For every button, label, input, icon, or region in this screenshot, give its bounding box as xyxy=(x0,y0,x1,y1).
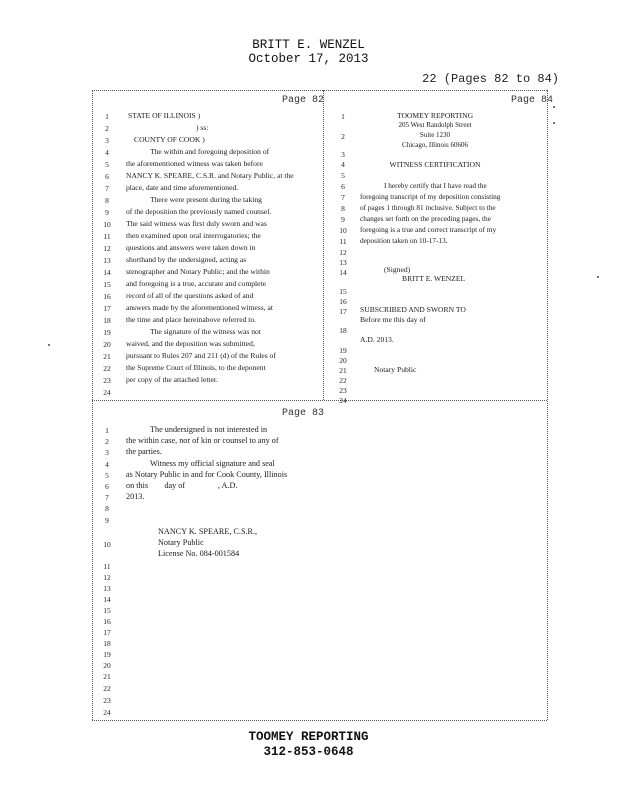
notary-license: License No. 084-001584 xyxy=(158,549,240,558)
scan-speck xyxy=(597,276,599,278)
page-range: 22 (Pages 82 to 84) xyxy=(422,72,559,86)
certification-line: deposition taken on 10-17-13. xyxy=(360,236,448,245)
line-number: 3 xyxy=(105,136,109,145)
line-number: 7 xyxy=(105,493,109,502)
transcript-line: the aforementioned witness was taken before xyxy=(126,159,263,168)
frame-middle-rule xyxy=(323,90,324,400)
line-number: 23 xyxy=(339,386,347,395)
frame-mid-rule xyxy=(92,400,547,401)
transcript-line: The signature of the witness was not xyxy=(150,327,261,336)
line-number: 17 xyxy=(103,628,111,637)
witness-certification-title: WITNESS CERTIFICATION xyxy=(389,160,481,169)
reporting-firm-street: 205 West Randolph Street xyxy=(398,121,472,129)
line-number: 10 xyxy=(339,226,347,235)
certification-line: of pages 1 through 81 inclusive. Subject to the xyxy=(360,203,496,212)
line-number: 4 xyxy=(341,160,345,169)
signed-label: (Signed) xyxy=(384,265,411,274)
line-number: 22 xyxy=(103,684,111,693)
line-number: 17 xyxy=(103,304,111,313)
transcript-line: questions and answers were taken down in xyxy=(126,243,256,252)
notary-title: Notary Public xyxy=(158,538,204,547)
transcript-line: shorthand by the undersigned, acting as xyxy=(126,255,247,264)
footer-phone: 312-853-0648 xyxy=(263,745,354,759)
transcript-line: then examined upon oral interrogatories; the xyxy=(126,231,261,240)
reporting-firm-city: Chicago, Illinois 60606 xyxy=(402,141,468,149)
page-84-label: Page 84 xyxy=(511,95,554,106)
frame-left-rule xyxy=(92,90,93,720)
transcript-line: COUNTY OF COOK ) xyxy=(134,135,205,144)
line-number: 10 xyxy=(103,220,111,229)
transcript-line: answers made by the aforementioned witness, at xyxy=(126,303,273,312)
before-me-line: Before me this day of xyxy=(360,315,426,324)
line-number: 19 xyxy=(339,346,347,355)
certification-line: foregoing is a true and correct transcript of my xyxy=(360,225,497,234)
deposition-date: October 17, 2013 xyxy=(248,52,369,66)
line-number: 4 xyxy=(105,148,109,157)
transcript-line: as Notary Public in and for Cook County, Illinois xyxy=(126,470,288,479)
line-number: 18 xyxy=(103,316,111,325)
frame-bottom-rule xyxy=(92,720,547,721)
transcript-line: the Supreme Court of Illinois, to the deponent xyxy=(126,363,266,372)
transcript-line: NANCY K. SPEARE, C.S.R. and Notary Public, at the xyxy=(126,171,294,180)
line-number: 9 xyxy=(341,215,345,224)
reporting-firm-name: TOOMEY REPORTING xyxy=(396,111,474,120)
line-number: 11 xyxy=(103,562,111,571)
page-83-label: Page 83 xyxy=(282,408,325,419)
transcript-line: of the deposition the previously named counsel. xyxy=(126,207,272,216)
transcript-line: record of all of the questions asked of and xyxy=(126,291,254,300)
transcript-line: stenographer and Notary Public; and the within xyxy=(126,267,270,276)
line-number: 17 xyxy=(339,307,347,316)
transcript-line: Witness my official signature and seal xyxy=(150,459,275,468)
transcript-line: STATE OF ILLINOIS ) xyxy=(128,111,201,120)
line-number: 14 xyxy=(103,595,111,604)
transcript-line: and foregoing is a true, accurate and complete xyxy=(126,279,266,288)
notary-public-line: Notary Public xyxy=(374,365,417,374)
line-number: 19 xyxy=(103,328,111,337)
line-number: 8 xyxy=(105,504,109,513)
line-number: 21 xyxy=(103,352,111,361)
signer-name: BRITT E. WENZEL xyxy=(402,274,466,283)
ad-year-line: A.D. 2013. xyxy=(360,335,394,344)
line-number: 9 xyxy=(105,516,109,525)
line-number: 7 xyxy=(105,184,109,193)
deponent-name: BRITT E. WENZEL xyxy=(252,38,365,52)
frame-top-rule xyxy=(92,90,547,91)
line-number: 1 xyxy=(105,112,109,121)
reporting-firm-suite: Suite 1230 xyxy=(419,131,451,139)
line-number: 22 xyxy=(339,376,347,385)
line-number: 14 xyxy=(339,268,347,277)
line-number: 15 xyxy=(103,280,111,289)
line-number: 16 xyxy=(103,292,111,301)
line-number: 2 xyxy=(105,124,109,133)
transcript-line: the within case, nor of kin or counsel to any of xyxy=(126,436,279,445)
line-number: 3 xyxy=(341,150,345,159)
line-number: 6 xyxy=(105,172,109,181)
line-number: 15 xyxy=(339,287,347,296)
transcript-line: The said witness was first duly sworn and was xyxy=(126,219,267,228)
line-number: 11 xyxy=(103,232,111,241)
line-number: 10 xyxy=(103,540,111,549)
page-82-label: Page 82 xyxy=(282,95,325,106)
line-number: 12 xyxy=(103,573,111,582)
frame-right-rule xyxy=(547,90,548,720)
transcript-line: The undersigned is not interested in xyxy=(150,425,268,434)
line-number: 24 xyxy=(339,396,347,405)
line-number: 23 xyxy=(103,376,111,385)
line-number: 5 xyxy=(105,160,109,169)
footer-company: TOOMEY REPORTING xyxy=(248,730,369,744)
line-number: 20 xyxy=(103,340,111,349)
line-number: 13 xyxy=(103,584,111,593)
line-number: 8 xyxy=(105,196,109,205)
transcript-line: per copy of the attached letter. xyxy=(126,375,218,384)
line-number: 21 xyxy=(339,366,347,375)
subscribed-sworn: SUBSCRIBED AND SWORN TO xyxy=(360,305,466,314)
line-number: 12 xyxy=(103,244,111,253)
line-number: 18 xyxy=(103,639,111,648)
line-number: 24 xyxy=(103,388,111,397)
transcript-line: There were present during the taking xyxy=(150,195,262,204)
notary-name: NANCY K. SPEARE, C.S.R., xyxy=(158,527,258,536)
transcript-line: the parties. xyxy=(126,447,162,456)
line-number: 19 xyxy=(103,650,111,659)
transcript-line: The within and foregoing deposition of xyxy=(150,147,270,156)
transcript-line: 2013. xyxy=(126,492,145,501)
certification-line: I hereby certify that I have read the xyxy=(384,181,487,190)
line-number: 2 xyxy=(105,437,109,446)
transcript-line: place, date and time aforementioned. xyxy=(126,183,239,192)
line-number: 13 xyxy=(103,256,111,265)
line-number: 4 xyxy=(105,460,109,469)
line-number: 24 xyxy=(103,708,111,717)
line-number: 22 xyxy=(103,364,111,373)
line-number: 20 xyxy=(103,661,111,670)
line-number: 14 xyxy=(103,268,111,277)
line-number: 16 xyxy=(103,617,111,626)
line-number: 7 xyxy=(341,193,345,202)
line-number: 6 xyxy=(105,482,109,491)
line-number: 2 xyxy=(341,132,345,141)
transcript-line: waived, and the deposition was submitted, xyxy=(126,339,255,348)
line-number: 3 xyxy=(105,448,109,457)
line-number: 12 xyxy=(339,248,347,257)
line-number: 23 xyxy=(103,696,111,705)
transcript-line: the time and place hereinabove referred to. xyxy=(126,315,257,324)
line-number: 5 xyxy=(105,471,109,480)
transcript-line: pursuant to Rules 207 and 211 (d) of the Rules of xyxy=(126,351,276,360)
scan-speck xyxy=(48,344,50,346)
line-number: 16 xyxy=(339,297,347,306)
line-number: 13 xyxy=(339,258,347,267)
line-number: 1 xyxy=(105,426,109,435)
line-number: 5 xyxy=(341,171,345,180)
line-number: 11 xyxy=(339,237,347,246)
line-number: 1 xyxy=(341,112,345,121)
line-number: 20 xyxy=(339,356,347,365)
transcript-line: on this day of , A.D. xyxy=(126,481,238,490)
line-number: 21 xyxy=(103,672,111,681)
line-number: 18 xyxy=(339,326,347,335)
certification-line: foregoing transcript of my deposition consisting xyxy=(360,192,501,201)
certification-line: changes set forth on the preceding pages, the xyxy=(360,214,491,223)
scan-speck xyxy=(553,106,555,108)
line-number: 8 xyxy=(341,204,345,213)
transcript-line: ) ss: xyxy=(196,123,209,132)
scan-speck xyxy=(553,122,555,124)
line-number: 9 xyxy=(105,208,109,217)
line-number: 15 xyxy=(103,606,111,615)
line-number: 6 xyxy=(341,182,345,191)
